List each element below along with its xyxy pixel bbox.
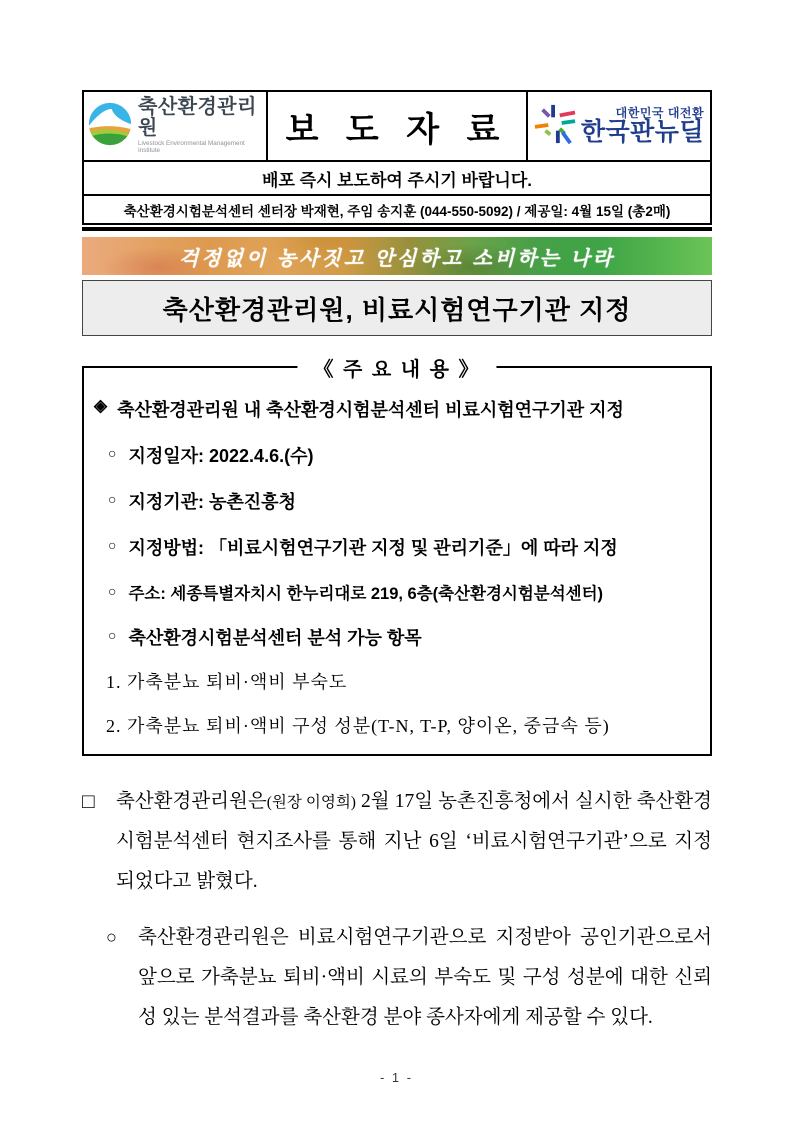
header-logo-row	[84, 92, 710, 160]
summary-box	[82, 359, 712, 756]
org-name-korean: 축산환경관리원	[138, 96, 257, 140]
org-name-english: Livestock Environmental Management Institute	[138, 140, 245, 154]
newdeal-name: 한국판뉴딜	[580, 118, 705, 147]
release-notice: 배포 즉시 보도하여 주시기 바랍니다.	[84, 160, 710, 194]
newdeal-logo	[528, 92, 710, 160]
summary-lead-text: 축산환경관리원 내 축산환경시험분석센터 비료시험연구기관 지정	[117, 400, 624, 420]
square-bullet-icon: □	[82, 790, 95, 813]
page-content	[82, 90, 712, 1038]
newdeal-logo-text	[581, 107, 704, 146]
circle-bullet-icon: ○	[108, 583, 117, 599]
circle-bullet-icon: ○	[108, 537, 117, 553]
summary-item	[108, 534, 698, 560]
diamond-bullet-icon: ◈	[94, 396, 108, 415]
summary-item-text: 지정일자: 2022.4.6.(수)	[128, 446, 314, 466]
header-divider-rule	[82, 227, 712, 231]
summary-numbered-item: 2. 가축분뇨 퇴비·액비 구성 성분(T-N, T-P, 양이온, 중금속 등)	[106, 716, 610, 736]
para1-lead: 축산환경관리원은	[116, 791, 267, 812]
slogan-banner	[82, 237, 712, 275]
summary-item-text: 축산환경시험분석센터 분석 가능 항목	[128, 628, 422, 648]
circle-bullet-icon: ○	[106, 926, 117, 947]
summary-lead-item	[94, 396, 698, 422]
circle-bullet-icon: ○	[108, 445, 117, 461]
newdeal-starburst-icon	[534, 103, 576, 150]
newdeal-tagline: 대한민국 대전환	[615, 105, 705, 120]
summary-numbered-item: 1. 가축분뇨 퇴비·액비 부숙도	[106, 672, 348, 692]
para1-parenthetical: (원장 이영희)	[266, 794, 356, 811]
slogan-text: 걱정없이 농사짓고 안심하고 소비하는 나라	[179, 247, 615, 270]
body-paragraph-2	[106, 918, 712, 1038]
page-number: - 1 -	[379, 1070, 414, 1085]
para1-rest: 2월 17일 농촌진흥청에서 실시한 축산환경시험분석센터 현지조사를 통해 지난 6일 ‘비료시험연구기관’으로 지정되었다고 밝혔다.	[116, 791, 712, 892]
summary-heading: 《 주 요 내 용 》	[297, 353, 496, 382]
org-logo-text	[138, 97, 262, 154]
circle-bullet-icon: ○	[108, 627, 117, 643]
summary-item-text: 지정기관: 농촌진흥청	[128, 492, 296, 512]
org-logo	[84, 92, 268, 160]
summary-item	[108, 488, 698, 514]
summary-item-text: 지정방법: 「비료시험연구기관 지정 및 관리기준」에 따라 지정	[128, 538, 618, 558]
summary-item-text: 주소: 세종특별자치시 한누리대로 219, 6층(축산환경시험분석센터)	[128, 585, 604, 603]
headline: 축산환경관리원, 비료시험연구기관 지정	[82, 280, 712, 336]
doc-type-title: 보 도 자 료	[268, 92, 528, 160]
body-paragraph-2-text: 축산환경관리원은 비료시험연구기관으로 지정받아 공인기관으로서 앞으로 가축분뇨 퇴비·액비 시료의 부숙도 및 구성 성분에 대한 신뢰성 있는 분석결과를 축산환경 분야 종사자에게 제공할 수 있다.	[138, 926, 712, 1028]
circle-bullet-icon: ○	[108, 491, 117, 507]
summary-item	[108, 624, 698, 650]
header-table	[82, 90, 712, 225]
contact-line: 축산환경시험분석센터 센터장 박재현, 주임 송지훈 (044-550-5092) / 제공일: 4월 15일 (총2매)	[84, 194, 710, 223]
body-paragraph-1-text	[116, 782, 712, 902]
body-paragraph-1	[82, 782, 712, 902]
summary-item	[108, 442, 698, 468]
summary-item	[108, 580, 698, 604]
org-logo-icon	[88, 102, 132, 151]
